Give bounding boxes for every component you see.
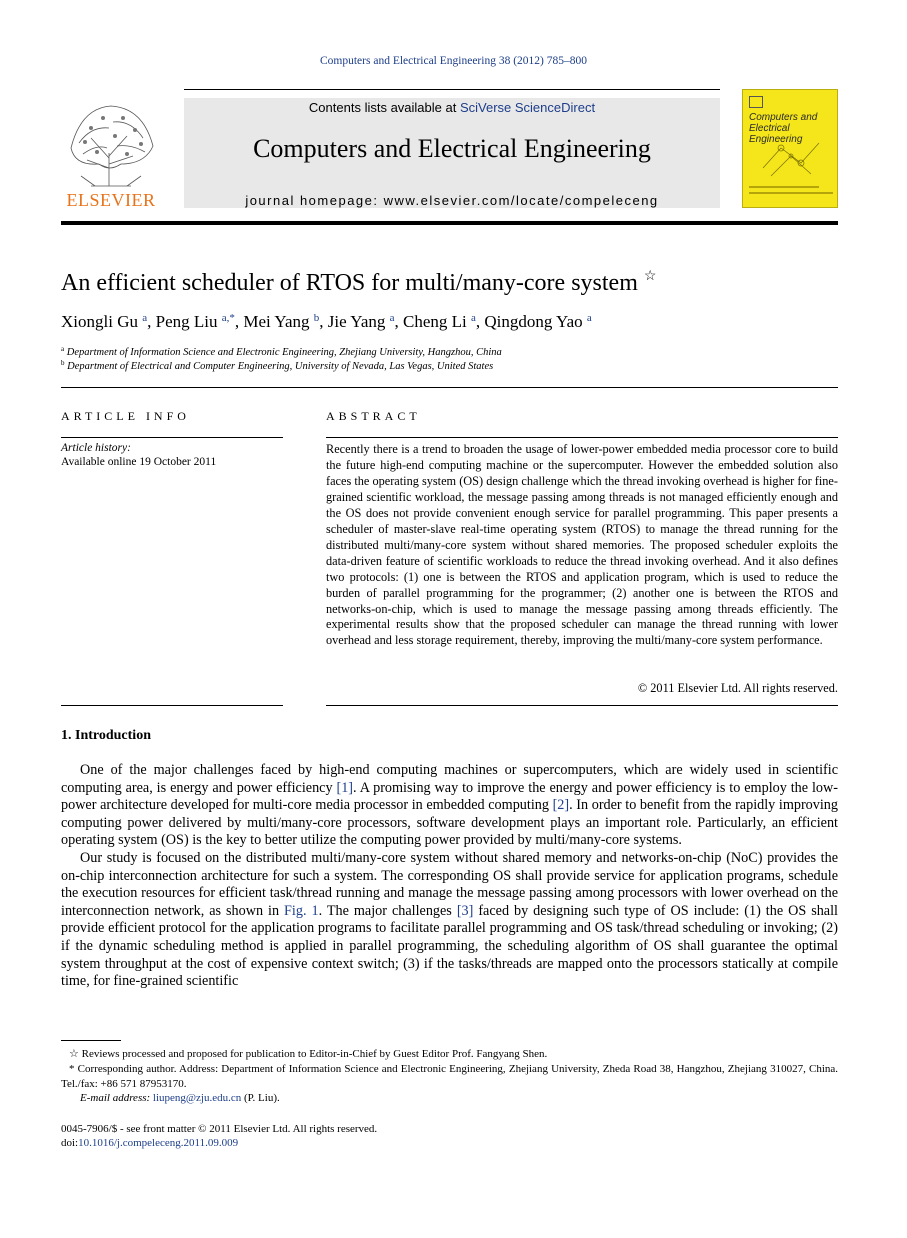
header-thick-rule — [61, 221, 838, 225]
article-title — [61, 268, 656, 297]
affiliation-a: $^a$ Department of Information Science and Electronic Engineering, Zhejiang University, Hangzhou, China — [61, 345, 502, 358]
article-history-value: Available online 19 October 2011 — [61, 456, 217, 468]
author: Cheng Li $^a$, — [403, 312, 485, 331]
cover-text-line — [749, 186, 819, 188]
abstract-rule — [326, 437, 838, 438]
journal-homepage[interactable]: journal homepage: www.elsevier.com/locate/compeleceng — [245, 193, 659, 208]
article-info-heading: ARTICLE INFO — [61, 409, 190, 423]
author-list — [61, 312, 592, 332]
elsevier-logo — [61, 98, 161, 210]
journal-banner — [184, 98, 720, 208]
cover-title-line2: Electrical Engineering — [749, 123, 803, 145]
footnote-corresponding: * Corresponding author. Address: Department of Information Science and Electronic Engineering, Zhejiang University, Zheda Road 38, Hangzhou, Zhejiang 310027, China. Tel./fax: +86 571 87953170. — [61, 1063, 839, 1090]
doi-line: doi:10.1016/j.compeleceng.2011.09.009 — [61, 1137, 239, 1149]
doi-link[interactable]: 10.1016/j.compeleceng.2011.09.009 — [78, 1137, 239, 1149]
paragraph: One of the major challenges faced by high-end computing machines or supercomputers, which are widely used in scientific computing area, is energy and power efficiency [1]. A promising way to improve the energy and power efficiency is to employ the low-power architecture developed for multi-core media processor in embedded computing [2]. In order to benefit from the rapidly improving computing power delivered by multi/many-core processors, software development plays an important role. Particularly, an efficient operating system (OS) is the key to better utilize the computing power provided by multi/many-core systems. — [61, 762, 838, 849]
cover-title-line1: Computers and — [749, 112, 818, 123]
journal-title: Computers and Electrical Engineering — [253, 134, 651, 163]
abstract-bottom-rule — [326, 705, 838, 706]
abstract-text: Recently there is a trend to broaden the usage of lower-power embedded media processor core to build the future high-end computing machine or the supercomputer. However the embedded solution also faces the operating system (OS) design challenge which the thread invoking overhead is higher for fine-grained scientific workload, the message passing among threads is not managed efficiently enough and the OS does not provide convenient enough service for parallel programming. This paper presents a scheduler of master-slave real-time operating system (RTOS) to manage the thread running for the distributed multi/many-core system without shared memories. The proposed scheduler exploits the data-driven feature of scientific workloads to reduce the thread invoking overhead. And it also defines two protocols: (1) one is between the RTOS and application program, which is used to reduce the burden of parallel programming for the programmer; (2) another one is between the RTOS and networks-on-chip, which is used to manage the message passing among threads efficiently. The experimental results show that the proposed scheduler can manage the thread running with lower overhead and less storage requirement, thereby, improving the multi/many-core system performance. — [326, 442, 838, 648]
section-heading-introduction: 1. Introduction — [61, 728, 151, 743]
footnote-rule — [61, 1040, 121, 1041]
author: Peng Liu $^{a,*}$, — [155, 312, 244, 331]
article-title-text: An efficient scheduler of RTOS for multi/many-core system — [61, 270, 638, 296]
issn-line: 0045-7906/$ - see front matter © 2011 Elsevier Ltd. All rights reserved. — [61, 1123, 378, 1135]
footnote-star: ☆ Reviews processed and proposed for publication to Editor-in-Chief by Guest Editor Prof. Fangyang Shen. — [69, 1048, 548, 1060]
header-top-rule — [184, 89, 720, 90]
elsevier-wordmark: ELSEVIER — [66, 190, 156, 210]
article-history-label: Article history: — [61, 442, 131, 454]
footnote-email: E-mail address: liupeng@zju.edu.cn (P. Liu). — [80, 1092, 280, 1104]
cover-text-line — [749, 192, 833, 194]
cover-circuit-icon — [761, 138, 821, 178]
author: Mei Yang $^b$, — [243, 312, 328, 331]
journal-citation[interactable]: Computers and Electrical Engineering 38 (2012) 785–800 — [320, 55, 587, 67]
abstract-copyright: © 2011 Elsevier Ltd. All rights reserved. — [637, 681, 838, 695]
contents-line — [184, 100, 720, 115]
citation-link[interactable]: [3] — [456, 902, 474, 919]
author: Xiongli Gu $^a$, — [61, 312, 156, 331]
email-link[interactable]: liupeng@zju.edu.cn — [152, 1092, 242, 1104]
abstract-heading: ABSTRACT — [326, 409, 421, 423]
author: Qingdong Yao $^a$ — [484, 312, 592, 331]
introduction-body — [61, 762, 838, 991]
article-info-rule — [61, 437, 283, 438]
article-info-bottom-rule — [61, 705, 283, 706]
front-matter-rule — [61, 387, 838, 388]
journal-cover-thumbnail — [742, 89, 838, 208]
paragraph: Our study is focused on the distributed multi/many-core system without shared memory and networks-on-chip (NoC) provides the on-chip interconnection architecture for such a system. The corresponding OS shall provide service for application programs, schedule the execution resources for efficient task/thread running and manage the message passing among processors with lower overhead on the interconnection network, as shown in Fig. 1. The major challenges [3] faced by designing such type of OS include: (1) the OS shall provide efficient protocol for the application programs to facilitate parallel programming and OS task/thread scheduling or invoking; (2) if the dynamic scheduling method is applied in parallel programming, the scheduling algorithm of OS shall guarantee the optimal system throughput at the cost of expensive context switch; (3) if the tasks/threads are mapped onto the processors statically at compile time, for fine-grained scientific — [61, 849, 838, 990]
title-footnote-mark[interactable]: ☆ — [643, 269, 657, 284]
figure-link[interactable]: Fig. 1 — [284, 902, 319, 919]
cover-emblem-icon — [749, 96, 763, 108]
citation-link[interactable]: [1] — [336, 779, 354, 796]
contents-prefix: Contents lists available at — [308, 100, 460, 115]
citation-link[interactable]: [2] — [552, 797, 570, 814]
author: Jie Yang $^a$, — [327, 312, 404, 331]
affiliation-b: $^b$ Department of Electrical and Computer Engineering, University of Nevada, Las Vegas, United States — [61, 359, 494, 372]
sciencedirect-link[interactable]: SciVerse ScienceDirect — [459, 100, 596, 115]
